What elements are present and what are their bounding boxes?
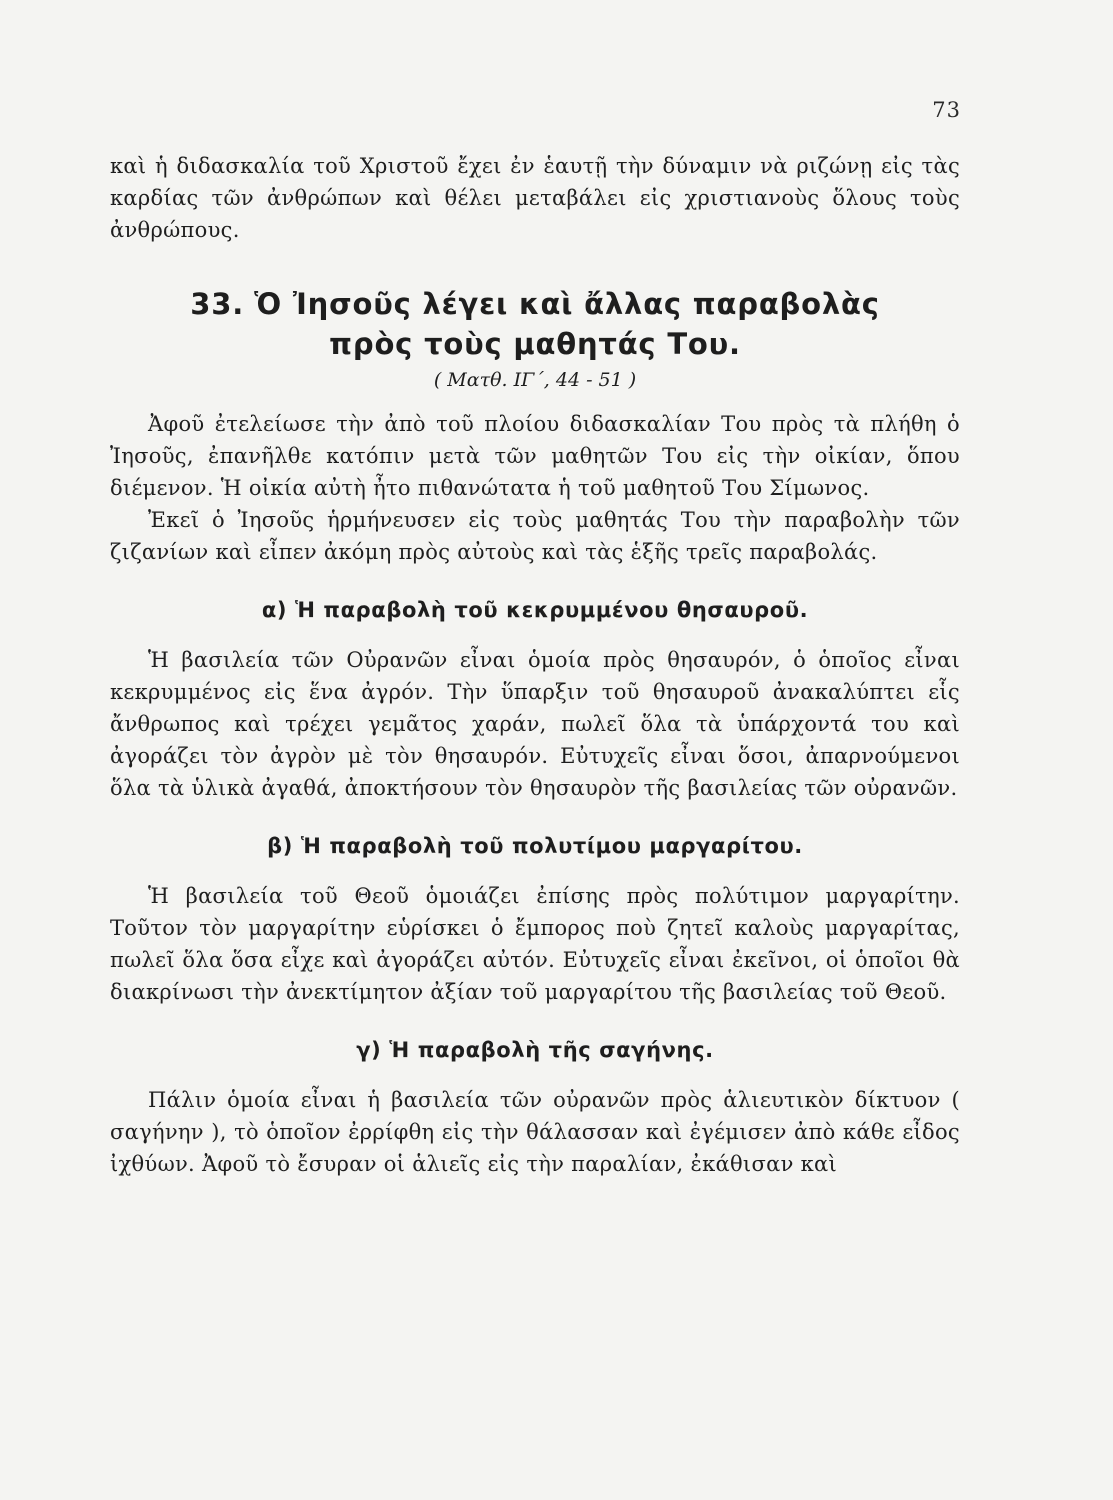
page-number: 73 — [932, 98, 961, 122]
section-heading-treasure: α) Ἡ παραβολὴ τοῦ κεκρυμμένου θησαυροῦ. — [261, 598, 809, 622]
chapter-title-text-1: Ὁ Ἰησοῦς λέγει καὶ ἄλλας παραβολὰς — [254, 287, 880, 321]
chapter-number: 33. — [190, 287, 245, 321]
chapter-title-line-2: πρὸς τοὺς μαθητάς Του. — [329, 327, 741, 361]
paragraph-explained: Ἐκεῖ ὁ Ἰησοῦς ἡρμήνευσεν εἰς τοὺς μαθητάς Του τὴν παραβολὴν τῶν ζιζανίων καὶ εἶπεν ἀκόμη πρὸς αὐτοὺς καὶ τὰς ἑξῆς τρεῖς παραβολάς. — [110, 508, 960, 564]
section-text-net: Πάλιν ὁμοία εἶναι ἡ βασιλεία τῶν οὐρανῶν πρὸς ἁλιευτικὸν δίκτυον ( σαγήνην ), τὸ ὁποῖον ἐρρίφθη εἰς τὴν θάλασσαν καὶ ἐγέμισεν ἀπὸ κάθε εἶδος ἰχθύων. Ἀφοῦ τὸ ἔσυραν οἱ ἁλιεῖς εἰς τὴν παραλίαν, ἐκάθισαν καὶ — [110, 1088, 960, 1176]
chapter-title — [110, 284, 960, 364]
section-text-pearl: Ἡ βασιλεία τοῦ Θεοῦ ὁμοιάζει ἐπίσης πρὸς πολύτιμον μαργαρίτην. Τοῦτον τὸν μαργαρίτην εὑρίσκει ὁ ἔμπορος ποὺ ζητεῖ καλοὺς μαργαρίτας, πωλεῖ ὅλα ὅσα εἶχε καὶ ἀγοράζει αὐτόν. Εὐτυχεῖς εἶναι ἐκεῖνοι, οἱ ὁποῖοι θὰ διακρίνωσι τὴν ἀνεκτίμητον ἀξίαν τοῦ μαργαρίτου τῆς βασιλείας τοῦ Θεοῦ. — [110, 884, 960, 1004]
section-heading-pearl: β) Ἡ παραβολὴ τοῦ πολυτίμου μαργαρίτου. — [267, 834, 803, 858]
chapter-title-line-1 — [110, 284, 960, 324]
page-content — [110, 150, 960, 1180]
scripture-reference: ( Ματθ. ΙΓ΄, 44 - 51 ) — [433, 369, 637, 391]
paragraph-return: Ἀφοῦ ἐτελείωσε τὴν ἀπὸ τοῦ πλοίου διδασκαλίαν Του πρὸς τὰ πλήθη ὁ Ἰησοῦς, ἐπανῆλθε κατόπιν μετὰ τῶν μαθητῶν Του εἰς τὴν οἰκίαν, ὅπου διέμενον. Ἡ οἰκία αὐτὴ ἦτο πιθανώτατα ἡ τοῦ μαθητοῦ Του Σίμωνος. — [110, 412, 960, 500]
intro-paragraph: καὶ ἡ διδασκαλία τοῦ Χριστοῦ ἔχει ἐν ἑαυτῇ τὴν δύναμιν νὰ ριζώνῃ εἰς τὰς καρδίας τῶν ἀνθρώπων καὶ θέλει μεταβάλει εἰς χριστιανοὺς ὅλους τοὺς ἀνθρώπους. — [110, 154, 960, 242]
section-heading-net: γ) Ἡ παραβολὴ τῆς σαγήνης. — [356, 1038, 714, 1062]
section-text-treasure: Ἡ βασιλεία τῶν Οὐρανῶν εἶναι ὁμοία πρὸς θησαυρόν, ὁ ὁποῖος εἶναι κεκρυμμένος εἰς ἕνα ἀγρόν. Τὴν ὕπαρξιν τοῦ θησαυροῦ ἀνακαλύπτει εἷς ἄνθρωπος καὶ τρέχει γεμᾶτος χαράν, πωλεῖ ὅλα τὰ ὑπάρχοντά του καὶ ἀγοράζει τὸν ἀγρὸν μὲ τὸν θησαυρόν. Εὐτυχεῖς εἶναι ὅσοι, ἀπαρνούμενοι ὅλα τὰ ὑλικὰ ἀγαθά, ἀποκτήσουν τὸν θησαυρὸν τῆς βασιλείας τῶν οὐρανῶν. — [110, 648, 960, 800]
